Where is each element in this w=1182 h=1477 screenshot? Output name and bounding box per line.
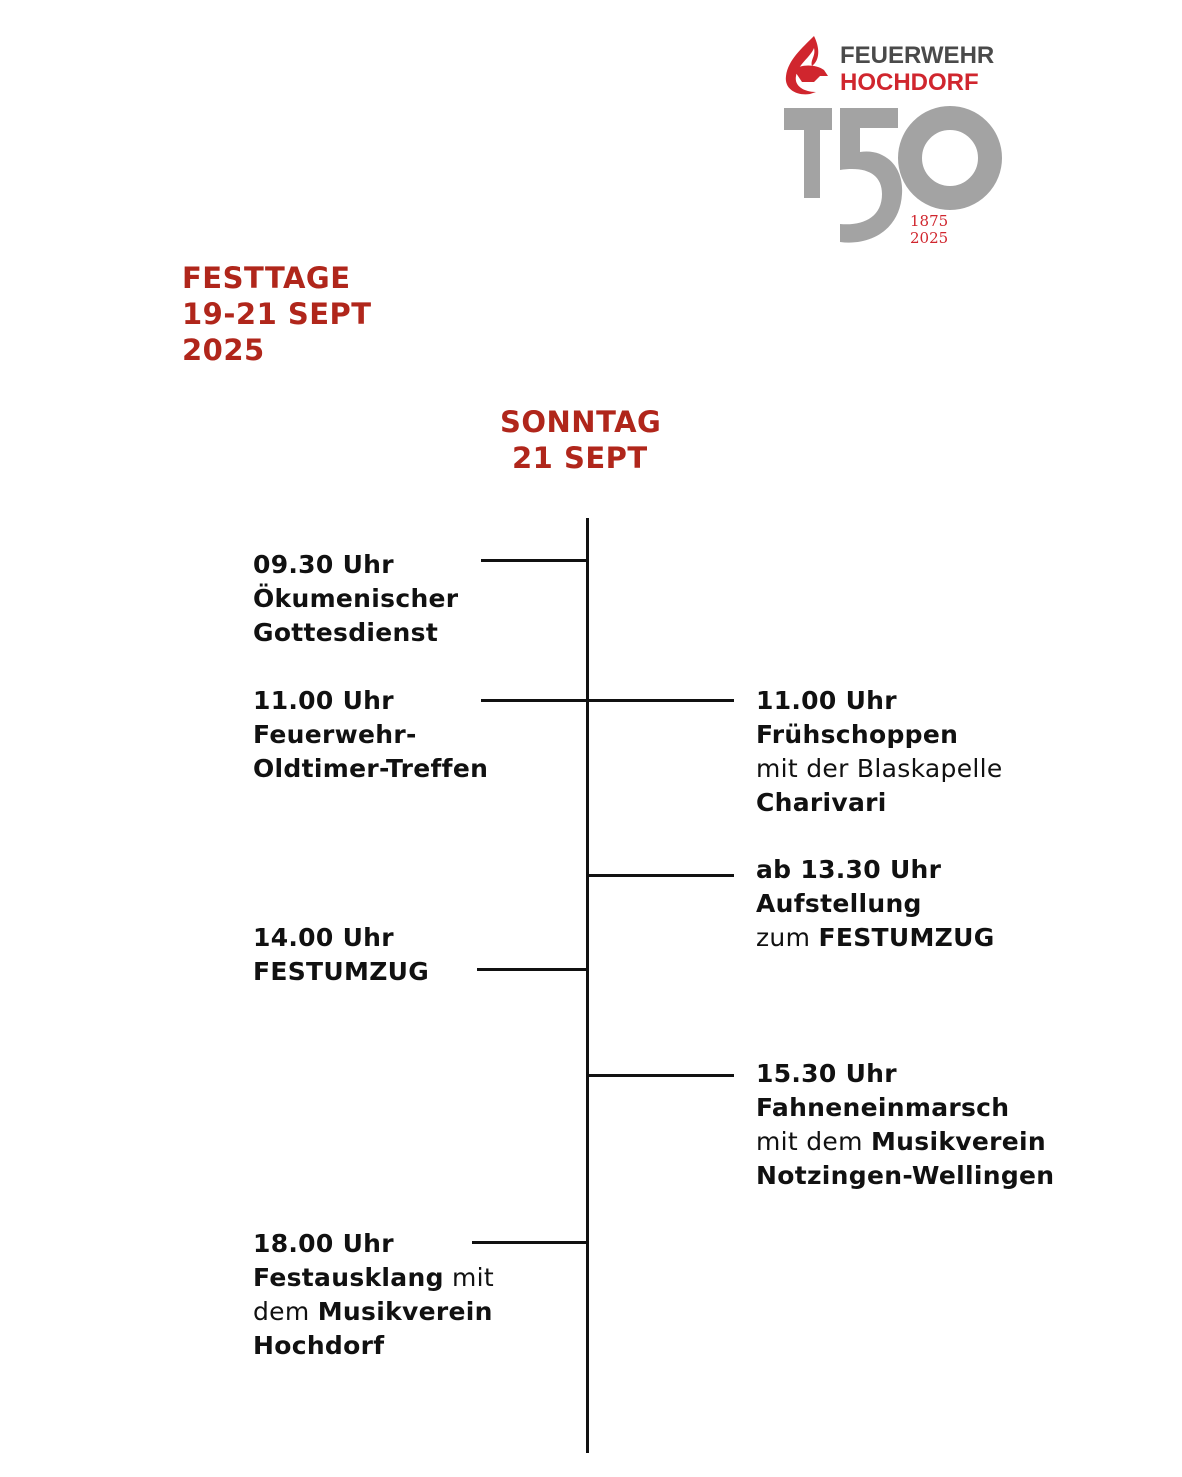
event-text: mit dem bbox=[756, 1127, 871, 1156]
event-text-bold: 11.00 Uhr bbox=[253, 686, 394, 715]
festival-line: 19-21 SEPT bbox=[182, 297, 372, 331]
event-text-bold: 11.00 Uhr bbox=[756, 686, 897, 715]
festival-line: 2025 bbox=[182, 333, 265, 367]
event-line bbox=[253, 921, 429, 955]
event-line bbox=[756, 684, 1003, 718]
event-text-bold: Notzingen-Wellingen bbox=[756, 1161, 1055, 1190]
event-line bbox=[253, 752, 488, 786]
event-line bbox=[756, 853, 995, 887]
event-text-bold: Feuerwehr- bbox=[253, 720, 417, 749]
event-line bbox=[253, 684, 488, 718]
event-text-bold: Oldtimer-Treffen bbox=[253, 754, 489, 783]
event-line bbox=[253, 1329, 494, 1363]
logo-year-start: 1875 bbox=[910, 212, 949, 230]
event-text: dem bbox=[253, 1297, 318, 1326]
event-text-bold: ab 13.30 Uhr bbox=[756, 855, 942, 884]
timeline-tick bbox=[477, 968, 588, 971]
event-left bbox=[253, 548, 458, 650]
event-line bbox=[756, 1057, 1054, 1091]
timeline-tick bbox=[481, 559, 588, 562]
timeline-tick bbox=[588, 874, 734, 877]
event-text-bold: 15.30 Uhr bbox=[756, 1059, 897, 1088]
event-text-bold: Festausklang bbox=[253, 1263, 444, 1292]
event-text-bold: Musikverein bbox=[871, 1127, 1046, 1156]
festival-line: FESTTAGE bbox=[182, 261, 351, 295]
event-text-bold: Musikverein bbox=[317, 1297, 493, 1326]
event-line bbox=[756, 752, 1003, 786]
event-right bbox=[756, 853, 995, 955]
event-line bbox=[756, 887, 995, 921]
timeline-tick bbox=[481, 699, 734, 702]
logo-line1: FEUERWEHR bbox=[840, 42, 995, 69]
feuerwehr-hochdorf-150-logo bbox=[780, 30, 1020, 255]
event-line bbox=[253, 616, 458, 650]
event-text-bold: Aufstellung bbox=[756, 889, 922, 918]
event-text-bold: 18.00 Uhr bbox=[253, 1229, 394, 1258]
event-left bbox=[253, 1227, 494, 1363]
event-left bbox=[253, 684, 488, 786]
event-line bbox=[253, 548, 458, 582]
day-heading bbox=[500, 404, 661, 476]
event-text-bold: 14.00 Uhr bbox=[253, 923, 394, 952]
event-right bbox=[756, 684, 1003, 820]
flame-lion-icon bbox=[786, 36, 828, 94]
event-line bbox=[756, 1125, 1054, 1159]
timeline-axis bbox=[586, 518, 589, 1453]
event-text: mit bbox=[443, 1263, 495, 1292]
event-line bbox=[253, 1227, 494, 1261]
event-line bbox=[756, 786, 1003, 820]
event-right bbox=[756, 1057, 1054, 1193]
event-text-bold: Charivari bbox=[756, 788, 887, 817]
event-text: zum bbox=[756, 923, 819, 952]
event-line bbox=[756, 1159, 1054, 1193]
event-line bbox=[253, 955, 429, 989]
event-line bbox=[756, 1091, 1054, 1125]
timeline-tick bbox=[588, 1074, 734, 1077]
logo-year-end: 2025 bbox=[910, 229, 949, 247]
event-line bbox=[756, 718, 1003, 752]
number-150 bbox=[784, 108, 990, 243]
event-text-bold: 09.30 Uhr bbox=[253, 550, 394, 579]
event-text-bold: Hochdorf bbox=[253, 1331, 385, 1360]
day-date: 21 SEPT bbox=[512, 441, 648, 475]
day-name: SONNTAG bbox=[500, 405, 662, 439]
festival-heading bbox=[182, 260, 372, 368]
event-text-bold: Ökumenischer bbox=[253, 584, 459, 613]
event-text-bold: Gottesdienst bbox=[253, 618, 439, 647]
event-line bbox=[253, 1261, 494, 1295]
event-text-bold: FESTUMZUG bbox=[253, 957, 430, 986]
event-text-bold: Frühschoppen bbox=[756, 720, 959, 749]
event-text-bold: FESTUMZUG bbox=[818, 923, 995, 952]
event-text: mit der Blaskapelle bbox=[756, 754, 1003, 783]
event-line bbox=[756, 921, 995, 955]
event-line bbox=[253, 582, 458, 616]
event-line bbox=[253, 718, 488, 752]
logo-line2: HOCHDORF bbox=[840, 69, 979, 96]
event-line bbox=[253, 1295, 494, 1329]
event-left bbox=[253, 921, 429, 989]
event-text-bold: Fahneneinmarsch bbox=[756, 1093, 1010, 1122]
